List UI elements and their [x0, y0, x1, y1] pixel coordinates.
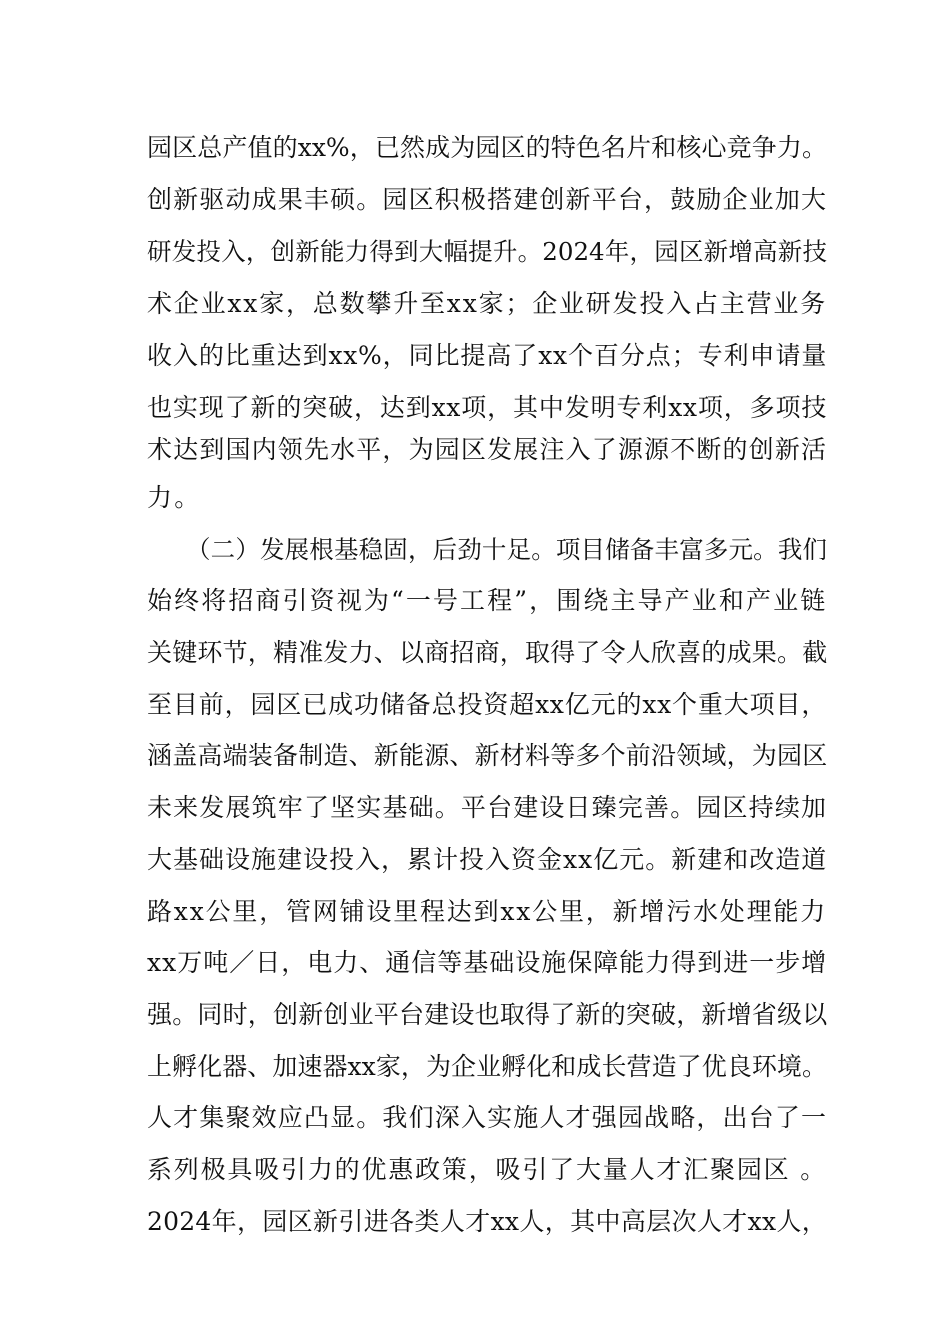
text-line: 上孵化器、加速器xx家，为企业孵化和成长营造了优良环境。: [147, 1052, 827, 1081]
text-line: 关键环节，精准发力、以商招商，取得了令人欣喜的成果。截: [147, 638, 828, 667]
text-line: 系列极具吸引力的优惠政策，吸引了大量人才汇聚园区 。: [147, 1155, 827, 1184]
text-line: 术企业xx家，总数攀升至xx家；企业研发投入占主营业务: [147, 289, 827, 318]
text-line: 术达到国内领先水平，为园区发展注入了源源不断的创新活: [147, 435, 827, 464]
text-line: 2024年，园区新引进各类人才xx人，其中高层次人才xx人，: [147, 1207, 827, 1236]
paragraph-heading-line: （二）发展根基稳固，后劲十足。项目储备丰富多元。我们: [186, 535, 827, 564]
text-line: xx万吨／日，电力、通信等基础设施保障能力得到进一步增: [147, 948, 828, 977]
text-line: 研发投入，创新能力得到大幅提升。2024年，园区新增高新技: [147, 237, 827, 266]
text-line: 涵盖高端装备制造、新能源、新材料等多个前沿领域，为园区: [147, 741, 828, 770]
text-line: 路xx公里，管网铺设里程达到xx公里，新增污水处理能力: [147, 897, 827, 926]
text-line: 园区总产值的xx%，已然成为园区的特色名片和核心竞争力。: [147, 133, 827, 162]
text-line: 创新驱动成果丰硕。园区积极搭建创新平台，鼓励企业加大: [147, 185, 827, 214]
text-line: 始终将招商引资视为“一号工程”，围绕主导产业和产业链: [147, 586, 827, 615]
text-line: 强。同时，创新创业平台建设也取得了新的突破，新增省级以: [147, 1000, 828, 1029]
text-line: 也实现了新的突破，达到xx项，其中发明专利xx项，多项技: [147, 393, 827, 422]
text-line: 人才集聚效应凸显。我们深入实施人才强园战略，出台了一: [147, 1103, 827, 1132]
text-line: 大基础设施建设投入，累计投入资金xx亿元。新建和改造道: [147, 845, 828, 874]
text-line: 收入的比重达到xx%，同比提高了xx个百分点；专利申请量: [147, 341, 827, 370]
text-line: 未来发展筑牢了坚实基础。平台建设日臻完善。园区持续加: [147, 793, 827, 822]
text-line: 至目前，园区已成功储备总投资超xx亿元的xx个重大项目，: [147, 690, 827, 719]
text-line: 力。: [147, 483, 202, 512]
